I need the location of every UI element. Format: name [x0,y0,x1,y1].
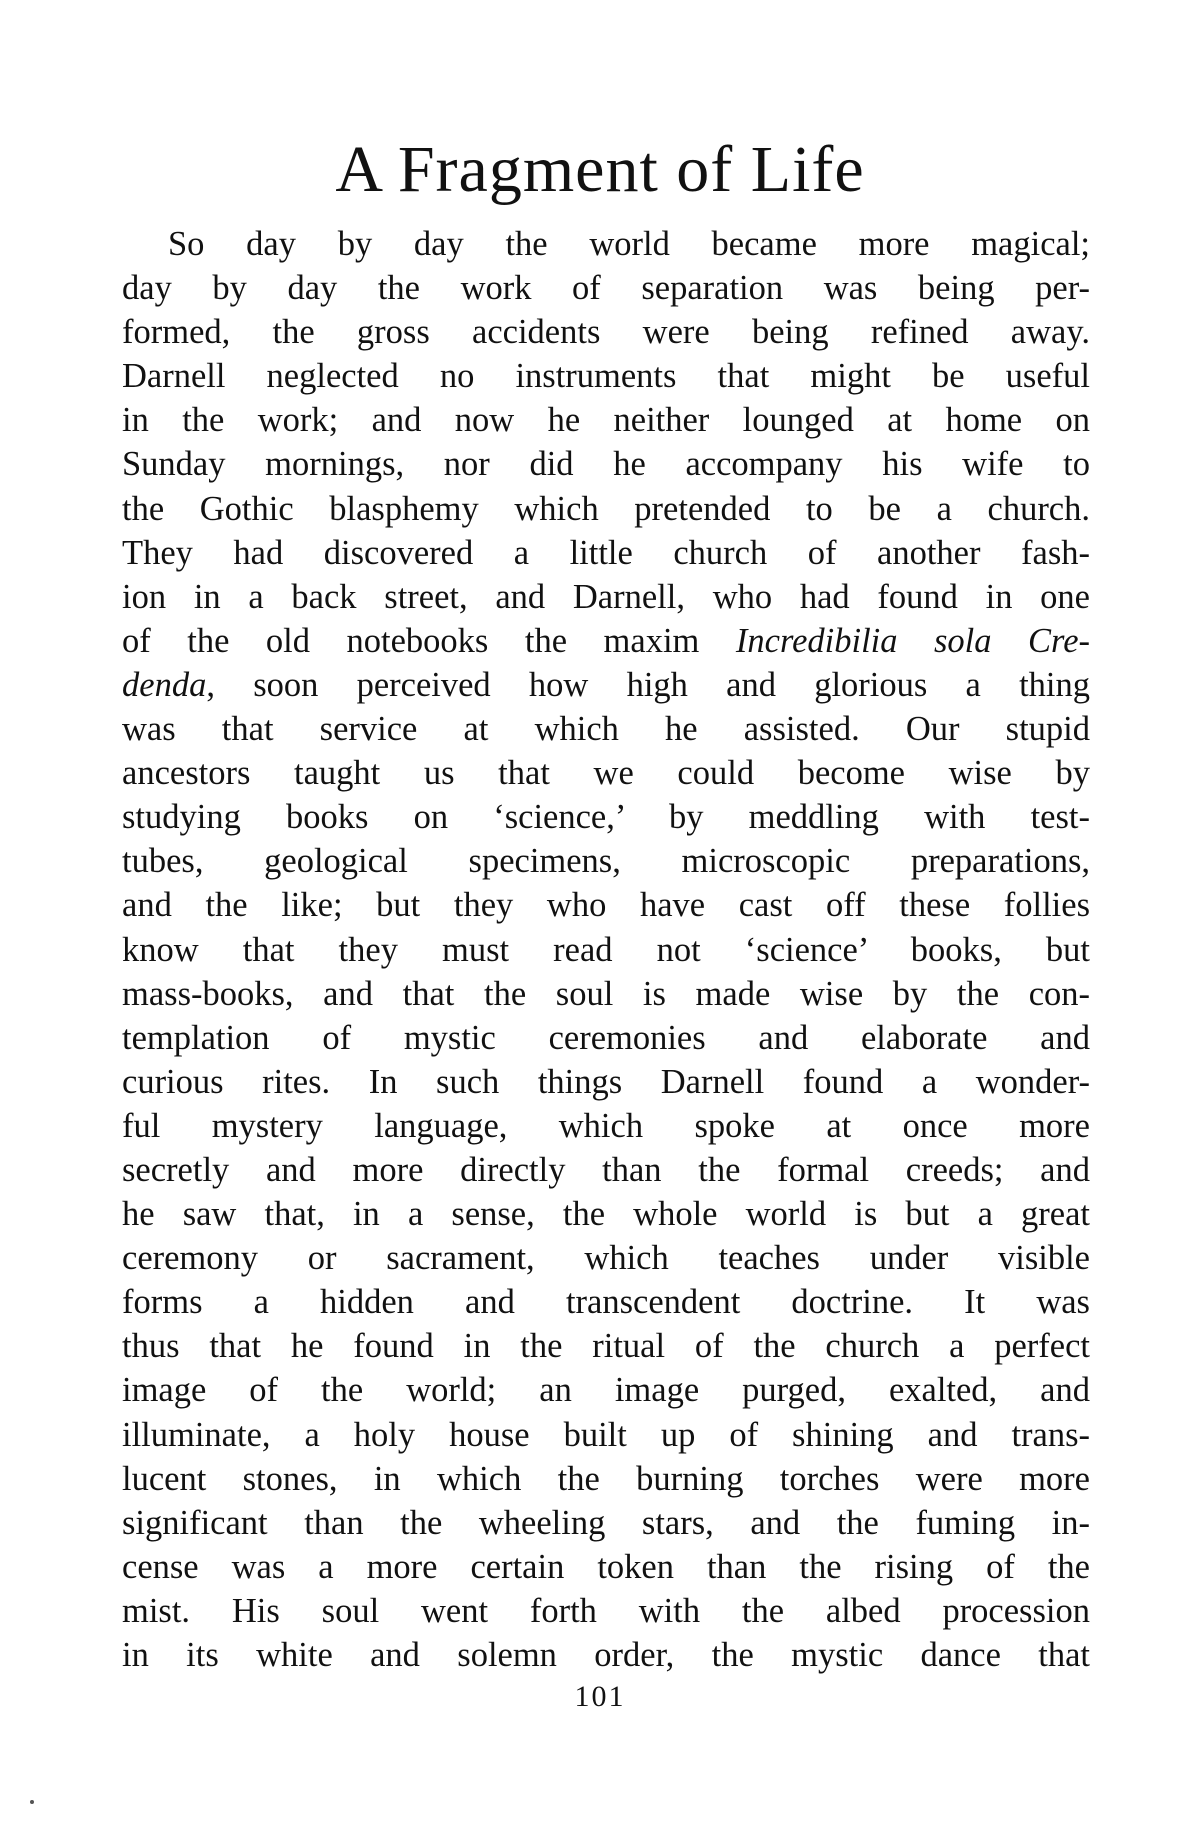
text-line: studying books on ‘science,’ by meddling with test- [122,798,1090,837]
italic-phrase: Incredibilia sola Cre- [735,621,1090,660]
text-line: in its white and solemn order, the mystic dance that [122,1636,1090,1674]
text-line: mass-books, and that the soul is made wise by the con- [122,974,1090,1013]
text-line: of the old notebooks the maxim Incredibilia sola Cre- [122,621,1090,660]
text-line: formed, the gross accidents were being refined away. [122,313,1090,352]
text-line: Sunday mornings, nor did he accompany his wife to [122,445,1090,484]
text-line: ceremony or sacrament, which teaches under visible [122,1239,1090,1278]
text-line: So day by day the world became more magical; [168,225,1090,263]
text-line: templation of mystic ceremonies and elaborate and [122,1018,1090,1057]
text-line: in the work; and now he neither lounged at home on [122,401,1090,440]
text-line: thus that he found in the ritual of the church a perfect [122,1327,1090,1366]
body-text [122,222,1090,1677]
page-number: 101 [574,1680,626,1713]
text-line: secretly and more directly than the formal creeds; and [122,1150,1090,1189]
text-line: significant than the wheeling stars, and the fuming in- [122,1503,1090,1542]
text-line: They had discovered a little church of another fash- [122,533,1090,572]
text-line: Darnell neglected no instruments that might be useful [122,357,1090,396]
text-line: curious rites. In such things Darnell found a wonder- [122,1062,1090,1101]
text-line: cense was a more certain token than the rising of the [122,1547,1090,1586]
text-line: illuminate, a holy house built up of shining and trans- [122,1415,1090,1454]
text-line: lucent stones, in which the burning torches were more [122,1459,1090,1498]
italic-phrase: denda [122,665,207,704]
text-line: and the like; but they who have cast off these follies [122,886,1090,925]
text-line: mist. His soul went forth with the albed procession [122,1591,1090,1630]
text-line: he saw that, in a sense, the whole world is but a great [122,1195,1090,1234]
text-line: ful mystery language, which spoke at once more [122,1106,1090,1145]
text-line: was that service at which he assisted. Our stupid [122,710,1090,749]
text-line: denda, soon perceived how high and glorious a thing [122,665,1090,704]
running-head: A Fragment of Life [335,133,865,206]
scan-speck [30,1800,34,1804]
text-line: day by day the work of separation was being per- [122,269,1090,308]
text-line: the Gothic blasphemy which pretended to be a church. [122,489,1090,528]
text-line: forms a hidden and transcendent doctrine. It was [122,1283,1090,1322]
text-line: image of the world; an image purged, exalted, and [122,1371,1090,1410]
text-line: tubes, geological specimens, microscopic preparations, [122,842,1090,881]
text-line: know that they must read not ‘science’ books, but [122,930,1090,969]
text-line: ion in a back street, and Darnell, who had found in one [122,577,1090,616]
text-line: ancestors taught us that we could become wise by [122,754,1090,793]
